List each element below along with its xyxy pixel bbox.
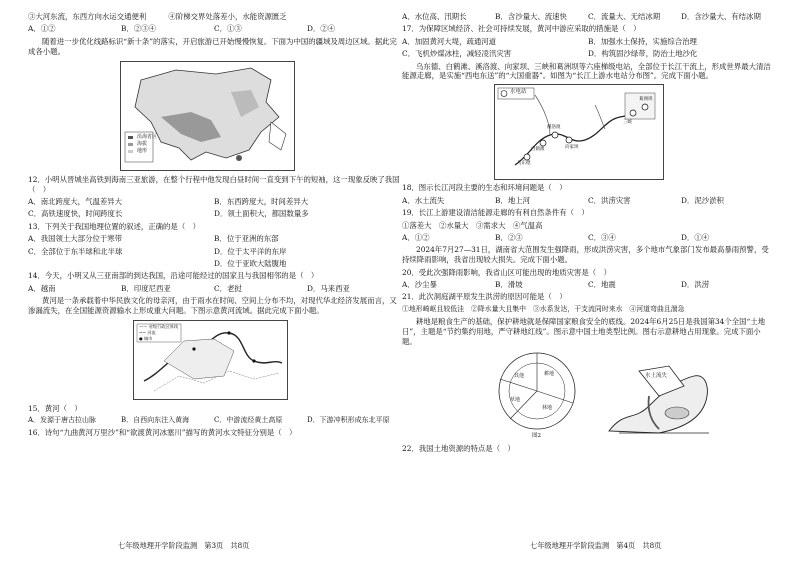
q16-option-d: D．含沙量大、有结冰期 [681,12,761,21]
q14-option-c: C．老挝 [214,283,242,293]
q17-option-d: D．构筑固沙绿带，防治土地沙化 [588,49,698,59]
dam-label-xiangjiaba: 向家坝 [565,145,579,151]
left-page-footer: 七年级地理开学阶段监测 第3页 共8页 [118,541,250,551]
q19-option-c: C．③④ [588,232,616,242]
q17-option-a: A．加固黄河大堤，疏通河道 [402,36,497,46]
q13-option-b: B．位于亚洲的东部 [214,234,279,244]
question-13: 13．下列关于我国地理位置的叙述，正确的是（ ） [28,221,201,231]
question-14: 14．今天，小明又从三亚南部的到达我国，沿途可能经过的国家且与我国相邻的是（ ） [28,271,319,281]
pie-label-other: 其他 [514,373,525,380]
map2-legend-1: —— 省级行政区界线 [139,324,179,330]
q16-option-a: A．水位高、汛期长 [402,12,467,21]
map2-legend-2: ~~ 河流 [139,330,156,336]
q18-option-b: B．地上河 [495,195,530,205]
map2-legend-3: ● 城市 [139,336,153,342]
right-page [402,12,774,457]
map1-intro: 随着进一步优化线路标识“新十条”的落实，开启旅游已开始慢慢恢复。下面为中国的疆域及周边区域。据此完成各小题。 [28,36,397,56]
dam-label-gezhouba: 葛洲坝 [639,97,653,103]
q18-option-d: D．泥沙淤积 [681,195,724,205]
dam-label-baihetan: 白鹤滩 [531,147,545,153]
question-17: 17．为保障区域经济、社会可持续发展，黄河中游应采取的措施是（ ） [402,24,641,34]
q12-options-row1 [28,197,400,207]
dam-label-wudongde: 乌东德 [517,161,531,167]
q12-option-b: B．东西跨度大，时间差异大 [214,197,309,207]
q15-options [28,416,400,425]
q14-option-a: A．越南 [28,283,56,293]
q13-options-row3 [28,259,400,269]
map3-legend-title: 水电站 [510,89,527,96]
q19-options [402,233,774,243]
prev-question-options [28,24,400,34]
q13-option-d2: D．位于亚欧大陆腹地 [214,258,287,268]
farmland-cartoon [599,351,719,441]
q18-options [402,196,774,206]
q19-option-a: A．①② [402,232,430,242]
q18-option-c: C．洪涝灾害 [588,195,631,205]
q13-option-empty [28,259,214,269]
hunan-flood-intro: 2024年7月27—31日，湖南省大范围发生强降雨，形成洪涝灾害，多个地市气象部门发布最高暴雨预警，受持续降雨影响，我省出现较大损失。完成下面小题。 [402,245,769,265]
prev-statements: ③大河东流，东西方向水运交通便利 ④阶梯交界处落差小，水能资源匮乏 [28,12,287,21]
yangtze-hydropower-map [494,84,664,180]
q17-options-row1 [402,37,774,47]
q15-option-b: B．自西向东注入黄海 [121,416,190,425]
q21-statements: ①地形崎岖且较低洼 ②降水量大且集中 ③水系发达，干支流同时来水 ④河道弯曲且湍急 [402,304,685,313]
q14-option-b: B．印度尼西亚 [121,283,171,293]
question-22: 22．我国土地资源的特点是（ ） [402,444,515,454]
left-page [28,12,400,441]
question-16: 16．诗句“九曲黄河万里沙”和“欲渡黄河冰塞川”描写的黄河水文特征分别是（ ） [28,428,297,438]
q14-option-d: D．马来西亚 [307,283,350,293]
q17-options-row2 [402,49,774,59]
china-territory-map [120,61,295,171]
land-type-pie-chart [490,349,585,441]
pie-label-grass: 草地 [510,397,521,404]
dam-intro: 乌东德、白鹤滩、溪洛渡、向家坝、三峡和葛洲坝等六座梯级电站，全部位于长江干流上，形成世界最大清洁能源走廊，是实施“西电东送”的“大国重器”。如图为“长江上游水电站分布图”。完成下面小题。 [402,61,771,81]
q12-options-row2 [28,209,400,219]
q15-option-c: C．中游流经黄土高原 [214,416,283,425]
q20-option-a: A．沙尘暴 [402,280,437,290]
pie-figure [490,349,585,433]
map1-legend-2: 海拔 [137,140,148,147]
question-12: 12．小明从晋城坐高铁到海南三亚旅游，在整个行程中他发现白昼时间一直变到下午的短袖，这一现象反映了我国（ ） [28,174,400,194]
q16-option-c: C．流量大、无结冰期 [588,12,661,21]
right-page-footer: 七年级地理开学阶段监测 第4页 共8页 [530,541,662,551]
q13-option-d1: D．位于太平洋的东岸 [214,246,287,256]
q19-option-b: B．②③ [495,232,523,242]
question-20: 20．受此次强降雨影响，我省山区可能出现的地质灾害是（ ） [402,267,611,277]
land-intro: 耕地是粮食生产的基础，保护耕地就是保障国家粮食安全的底线。2024年6月25日是我国第34个全国“土地日”，主题是“节约集约用地，严守耕地红线”。图示意中国土地类型比例。图右示意耕地占用现象。完成下面小题。 [402,316,766,346]
question-21: 21．此次洞庭湖平原发生洪涝的原因可能是（ ） [402,292,567,302]
q20-option-b: B．滑坡 [495,280,523,290]
q15-option-a: A．发源于唐古拉山脉 [28,416,97,425]
q13-option-c: C．全部位于东半球和北半球 [28,246,123,256]
q13-options-row1 [28,234,400,244]
dam-label-xiluodu: 溪洛渡 [547,125,561,131]
q16-option-b: B．含沙量大、流速快 [495,12,567,21]
cartoon-label: 水土流失 [645,373,668,380]
q14-options [28,284,400,294]
q17-option-c: C．飞机炒煤冰柱，减轻凌汛灾害 [402,49,512,59]
q12-option-c: C．高铁速度快，时间跨度长 [28,209,123,219]
q13-options-row2 [28,247,400,257]
question-15: 15．黄河（ ） [28,404,82,414]
q17-option-b: B．加强水土保持，实施综合治理 [588,36,697,46]
q12-option-a: A．南北跨度大，气温差异大 [28,197,123,207]
yellow-river-figure [134,321,287,399]
q16-options [402,12,774,22]
dam-label-sanxia: 三峡 [623,120,632,126]
q20-options [402,280,774,290]
pie-label-forest: 林地 [542,405,553,412]
q20-option-d: D．洪涝 [681,280,710,290]
cartoon-figure [599,351,719,441]
yellow-river-intro: 黄河是一条承载着中华民族文化的母亲河，由于雨水在时间、空间上分布不均，对现代华北经济发展而言，又渗漏流失，在全国能源资源输水上形成重大问题。下图示意黄河流域。据此完成下面小题。 [28,296,397,316]
option-b: B．②③④ [121,24,156,34]
option-c: C．①③ [214,24,242,34]
q19-option-d: D．①④ [681,232,710,242]
pie-label-farmland: 耕地 [544,371,555,378]
q18-option-a: A．水土流失 [402,195,445,205]
option-a: A．①② [28,24,56,34]
hydropower-legend-icon [501,91,507,97]
map1-legend-1: 沿海省区 [137,133,158,140]
pie-caption: 图2 [532,433,541,440]
yellow-river-map [133,320,288,400]
land-figures [490,349,774,441]
question-19: 19．长江上游建设清洁能源走廊的有利自然条件有（ ） [402,208,589,218]
option-d: D．②④ [307,24,336,34]
q15-option-d: D．下游冲积形成东北平原 [307,416,390,425]
q19-statements: ①落差大 ②水量大 ③需求大 ④气温高 [402,220,543,230]
map1-legend-3: 地形 [137,147,148,154]
q20-option-c: C．地震 [588,280,616,290]
q12-option-d: D．领土面积大，都国数量多 [214,209,309,219]
question-18: 18．图示长江河段主要的生态和环境问题是（ ） [402,183,567,193]
q13-option-a: A．我国领土大部分位于寒带 [28,234,123,244]
